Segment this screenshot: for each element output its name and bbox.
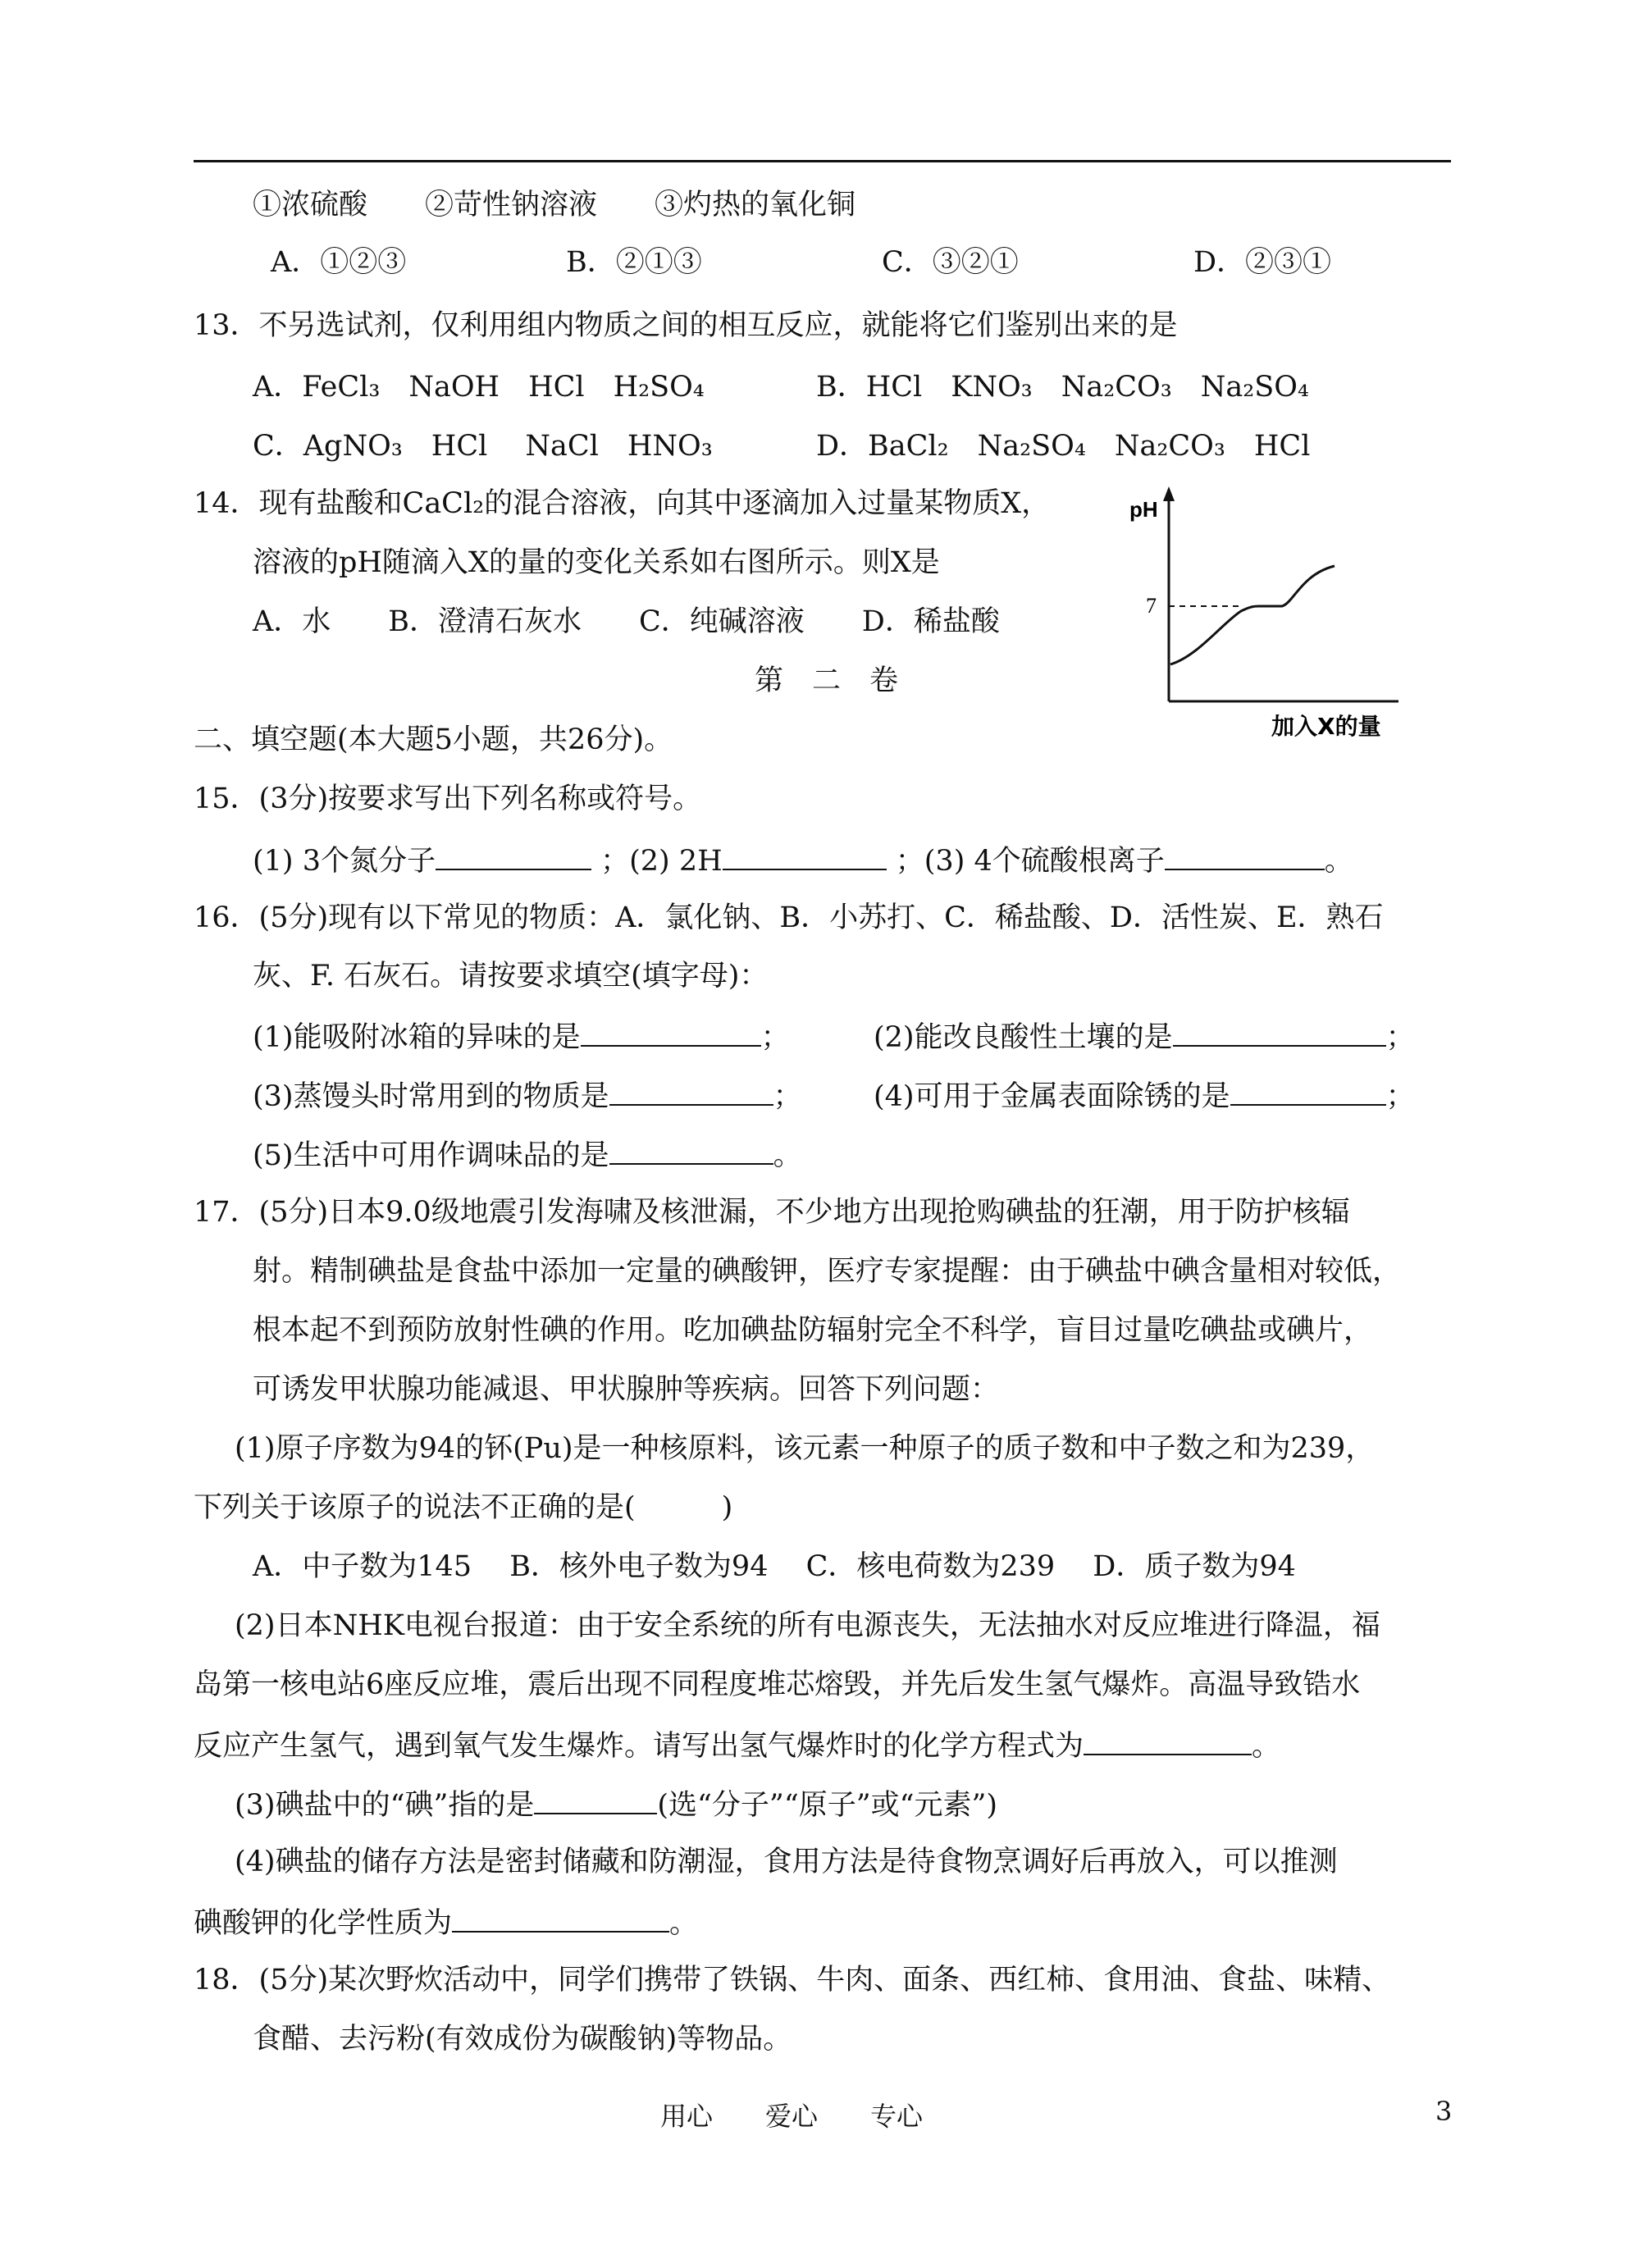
q16-blank-1[interactable] bbox=[581, 1017, 761, 1047]
q12-option-b: B．②①③ bbox=[566, 246, 702, 279]
q17-line3: 根本起不到预防放射性碘的作用。吃加碘盐防辐射完全不科学，盲目过量吃碘盐或碘片， bbox=[253, 1314, 1373, 1347]
q15-item1-label: (1) 3个氮分子 bbox=[253, 845, 436, 878]
q17-sub2-text: 反应产生氢气，遇到氧气发生爆炸。请写出氢气爆炸时的化学方程式为 bbox=[194, 1730, 1084, 1763]
page-number: 3 bbox=[1435, 2096, 1453, 2127]
q16-row-1b bbox=[874, 1017, 1415, 1056]
q17-blank-property[interactable] bbox=[452, 1903, 669, 1933]
q12-option-c: C．③②① bbox=[882, 246, 1019, 279]
q16-blank-2[interactable] bbox=[1173, 1017, 1386, 1047]
q17-sub2-line3 bbox=[194, 1726, 1280, 1764]
section-two-heading: 二、填空题(本大题5小题，共26分)。 bbox=[194, 723, 673, 756]
q15-item2-label: ；(2) 2H bbox=[600, 845, 723, 878]
q16-row-1 bbox=[253, 1017, 790, 1056]
q15-item3-label: ；(3) 4个硫酸根离子 bbox=[895, 845, 1165, 878]
q14-stem-line2: 溶液的pH随滴入X的量的变化关系如右图所示。则X是 bbox=[253, 546, 940, 579]
header-rule bbox=[194, 160, 1451, 162]
period: 。 bbox=[1252, 1730, 1281, 1763]
q16-row-3 bbox=[253, 1135, 802, 1174]
q17-sub3 bbox=[235, 1785, 997, 1823]
q16-item4-label: (4)可用于金属表面除锈的是 bbox=[874, 1080, 1230, 1113]
q15-blank-3[interactable] bbox=[1165, 841, 1325, 870]
q14-stem-line1: 14．现有盐酸和CaCl₂的混合溶液，向其中逐滴加入过量某物质X， bbox=[194, 487, 1051, 520]
q16-blank-4[interactable] bbox=[1230, 1076, 1386, 1106]
q17-sub2-line1: (2)日本NHK电视台报道：由于安全系统的所有电源丧失，无法抽水对反应堆进行降温，福 bbox=[235, 1609, 1380, 1642]
y-axis-arrow bbox=[1163, 486, 1175, 501]
ph-7-tick-label: 7 bbox=[1146, 594, 1157, 618]
q13-stem: 13．不另选试剂，仅利用组内物质之间的相互反应，就能将它们鉴别出来的是 bbox=[194, 309, 1178, 342]
q17-sub1-line2: 下列关于该原子的说法不正确的是( ) bbox=[194, 1491, 733, 1524]
q16-blank-5[interactable] bbox=[609, 1135, 773, 1165]
q17-sub4-line2 bbox=[194, 1903, 698, 1942]
q17-sub1-line1: (1)原子序数为94的钚(Pu)是一种核原料，该元素一种原子的质子数和中子数之和为239， bbox=[235, 1432, 1375, 1465]
q16-item5-label: (5)生活中可用作调味品的是 bbox=[253, 1139, 609, 1172]
q14-options: A．水 B．澄清石灰水 C．纯碱溶液 D．稀盐酸 bbox=[253, 605, 1000, 638]
q16-row-2b bbox=[874, 1076, 1415, 1115]
q15-blank-1[interactable] bbox=[436, 841, 591, 870]
q17-blank-iodine[interactable] bbox=[534, 1785, 657, 1814]
q13-option-d: D．BaCl₂ Na₂SO₄ Na₂CO₃ HCl bbox=[816, 430, 1311, 463]
q16-blank-3[interactable] bbox=[609, 1076, 773, 1106]
q16-item2-label: (2)能改良酸性土壤的是 bbox=[874, 1021, 1173, 1054]
q15-items bbox=[253, 841, 1353, 879]
q13-option-c: C．AgNO₃ HCl NaCl HNO₃ bbox=[253, 430, 713, 463]
q17-sub3-text: (3)碘盐中的“碘”指的是 bbox=[235, 1789, 535, 1822]
semicolon: ； bbox=[1385, 1021, 1415, 1054]
q13-option-a: A．FeCl₃ NaOH HCl H₂SO₄ bbox=[253, 371, 705, 404]
q12-option-a: A．①②③ bbox=[271, 246, 407, 279]
q17-blank-equation[interactable] bbox=[1084, 1726, 1252, 1755]
q15-blank-2[interactable] bbox=[723, 841, 887, 870]
q16-item1-label: (1)能吸附冰箱的异味的是 bbox=[253, 1021, 581, 1054]
q16-item3-label: (3)蒸馒头时常用到的物质是 bbox=[253, 1080, 609, 1113]
q16-stem-line2: 灰、F. 石灰石。请按要求填空(填字母)： bbox=[253, 960, 769, 993]
semicolon: ； bbox=[1385, 1080, 1415, 1113]
period: 。 bbox=[669, 1907, 699, 1940]
x-axis-label: 加入X的量 bbox=[1271, 713, 1381, 740]
footer-motto: 用心 爱心 专心 bbox=[660, 2101, 924, 2132]
q12-reagents: ①浓硫酸 ②苛性钠溶液 ③灼热的氧化铜 bbox=[253, 189, 856, 221]
q17-sub3-hint: (选“分子”“原子”或“元素”) bbox=[657, 1789, 998, 1822]
ph-curve bbox=[1170, 566, 1335, 664]
q17-line1: 17．(5分)日本9.0级地震引发海啸及核泄漏，不少地方出现抢购碘盐的狂潮，用于防护核辐 bbox=[194, 1196, 1350, 1229]
q18-line2: 食醋、去污粉(有效成份为碳酸钠)等物品。 bbox=[253, 2023, 792, 2056]
part-two-heading: 第 二 卷 bbox=[755, 664, 899, 697]
q15-end-mark: 。 bbox=[1324, 845, 1353, 878]
q13-option-b: B．HCl KNO₃ Na₂CO₃ Na₂SO₄ bbox=[816, 371, 1309, 404]
q17-sub4-line1: (4)碘盐的储存方法是密封储藏和防潮湿，食用方法是待食物烹调好后再放入，可以推测 bbox=[235, 1846, 1338, 1878]
q17-sub1-options: A．中子数为145 B．核外电子数为94 C．核电荷数为239 D．质子数为94 bbox=[253, 1550, 1296, 1583]
q12-option-d: D．②③① bbox=[1193, 246, 1332, 279]
q17-sub4-text: 碘酸钾的化学性质为 bbox=[194, 1907, 453, 1940]
semicolon: ； bbox=[773, 1080, 802, 1113]
q18-line1: 18．(5分)某次野炊活动中，同学们携带了铁锅、牛肉、面条、西红柿、食用油、食盐、味精、 bbox=[194, 1964, 1391, 1996]
q15-stem: 15．(3分)按要求写出下列名称或符号。 bbox=[194, 783, 702, 815]
q16-stem-line1: 16．(5分)现有以下常见的物质：A．氯化钠、B．小苏打、C．稀盐酸、D．活性炭、E．熟石 bbox=[194, 901, 1384, 934]
ph-curve-figure bbox=[1111, 480, 1415, 742]
q17-sub2-line2: 岛第一核电站6座反应堆，震后出现不同程度堆芯熔毁，并先后发生氢气爆炸。高温导致锆水 bbox=[194, 1668, 1361, 1701]
semicolon: ； bbox=[760, 1021, 790, 1054]
q17-line2: 射。精制碘盐是食盐中添加一定量的碘酸钾，医疗专家提醒：由于碘盐中碘含量相对较低， bbox=[253, 1255, 1402, 1288]
y-axis-label: pH bbox=[1129, 497, 1158, 522]
q16-row-2 bbox=[253, 1076, 802, 1115]
q17-line4: 可诱发甲状腺功能减退、甲状腺肿等疾病。回答下列问题： bbox=[253, 1373, 1000, 1406]
period: 。 bbox=[773, 1139, 802, 1172]
